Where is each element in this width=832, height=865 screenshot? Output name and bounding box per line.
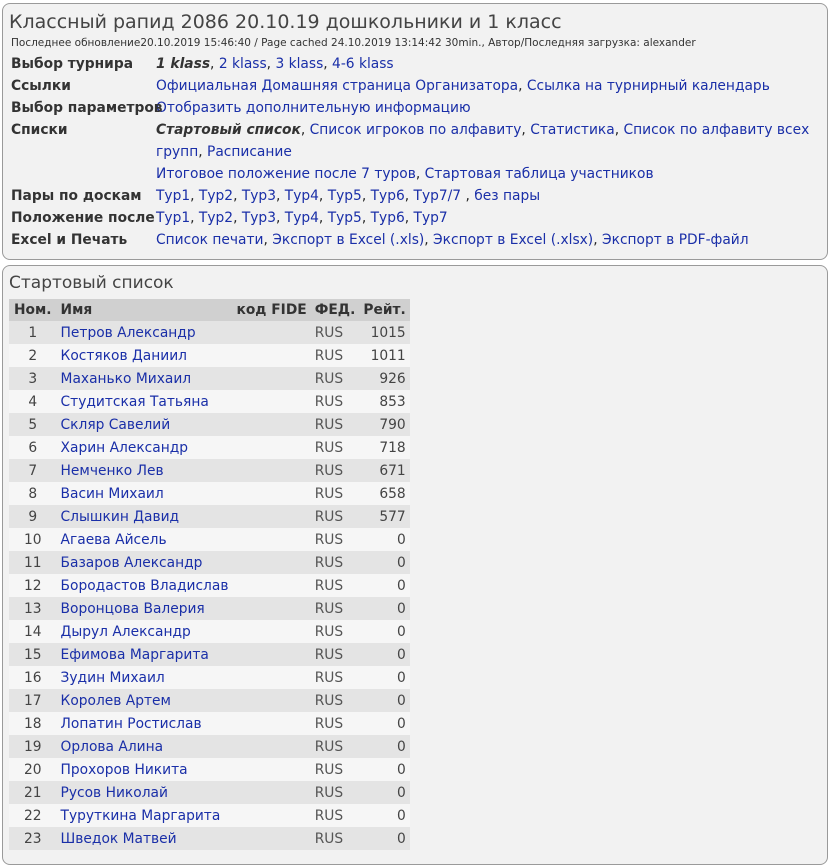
- tournament-link[interactable]: 3 klass: [275, 56, 324, 72]
- table-row: [9, 321, 410, 344]
- player-fide-id: [232, 390, 310, 413]
- update-info: Последнее обновление20.10.2019 15:46:40 / Page cached 24.10.2019 13:14:42 30min., Автор/Последняя загрузка: alexander: [11, 37, 696, 49]
- table-row: [9, 781, 410, 804]
- player-federation: RUS: [311, 505, 360, 528]
- nav-row-standings: [3, 207, 827, 229]
- player-number: 4: [9, 390, 57, 413]
- player-name-cell: [57, 666, 233, 689]
- player-name-link[interactable]: Дырул Александр: [60, 623, 191, 640]
- export-link[interactable]: Экспорт в Excel (.xlsx): [433, 232, 594, 248]
- player-name-cell: [57, 620, 233, 643]
- player-rating: 0: [359, 689, 409, 712]
- player-federation: RUS: [311, 643, 360, 666]
- list-link[interactable]: Итоговое положение после 7 туров: [156, 166, 416, 182]
- player-rating: 853: [359, 390, 409, 413]
- player-rating: 0: [359, 735, 409, 758]
- player-rating: 0: [359, 758, 409, 781]
- nav-values: Официальная Домашняя страница Организатора, Ссылка на турнирный календарь: [156, 78, 770, 94]
- player-federation: RUS: [311, 436, 360, 459]
- player-name-cell: [57, 505, 233, 528]
- player-number: 7: [9, 459, 57, 482]
- table-row: [9, 574, 410, 597]
- player-fide-id: [232, 459, 310, 482]
- bye-link[interactable]: без пары: [474, 188, 541, 204]
- player-rating: 0: [359, 643, 409, 666]
- nav-row-links: [3, 75, 827, 97]
- nav-label: Excel и Печать: [11, 232, 128, 248]
- player-federation: RUS: [311, 666, 360, 689]
- standings-round-link[interactable]: Тур5: [327, 210, 362, 226]
- player-rating: 790: [359, 413, 409, 436]
- player-fide-id: [232, 666, 310, 689]
- player-name-cell: [57, 712, 233, 735]
- col-header-name[interactable]: Имя: [57, 299, 233, 321]
- player-name-link[interactable]: Базаров Александр: [60, 554, 203, 571]
- player-name-cell: [57, 643, 233, 666]
- player-name-cell: [57, 735, 233, 758]
- player-name-cell: [57, 367, 233, 390]
- player-federation: RUS: [311, 781, 360, 804]
- external-link[interactable]: Официальная Домашняя страница Организатора: [156, 78, 519, 94]
- page-title: Классный рапид 2086 20.10.19 дошкольники и 1 класс: [9, 11, 562, 33]
- pairing-round-link[interactable]: Тур7/7: [413, 188, 462, 204]
- player-federation: RUS: [311, 827, 360, 850]
- tournament-info-panel: [2, 3, 828, 260]
- player-name-cell: [57, 459, 233, 482]
- player-federation: RUS: [311, 413, 360, 436]
- col-header-fed[interactable]: ФЕД.: [311, 299, 360, 321]
- player-name-cell: [57, 390, 233, 413]
- nav-label: Ссылки: [11, 78, 71, 94]
- player-name-link[interactable]: Бородастов Владислав: [60, 577, 229, 594]
- player-name-cell: [57, 344, 233, 367]
- player-rating: 0: [359, 551, 409, 574]
- col-header-number[interactable]: Ном.: [9, 299, 57, 321]
- player-number: 2: [9, 344, 57, 367]
- player-number: 17: [9, 689, 57, 712]
- player-federation: RUS: [311, 459, 360, 482]
- player-fide-id: [232, 827, 310, 850]
- player-federation: RUS: [311, 597, 360, 620]
- player-federation: RUS: [311, 620, 360, 643]
- col-header-fide[interactable]: код FIDE: [232, 299, 310, 321]
- player-federation: RUS: [311, 344, 360, 367]
- player-name-cell: [57, 436, 233, 459]
- player-number: 18: [9, 712, 57, 735]
- table-row: [9, 643, 410, 666]
- player-rating: 0: [359, 574, 409, 597]
- player-fide-id: [232, 735, 310, 758]
- player-rating: 577: [359, 505, 409, 528]
- player-fide-id: [232, 620, 310, 643]
- player-number: 1: [9, 321, 57, 344]
- player-name-link[interactable]: Агаева Айсель: [60, 531, 167, 548]
- player-fide-id: [232, 482, 310, 505]
- standings-round-link[interactable]: Тур7: [413, 210, 448, 226]
- player-name-link[interactable]: Зудин Михаил: [60, 669, 165, 686]
- player-rating: 0: [359, 666, 409, 689]
- player-name-cell: [57, 827, 233, 850]
- player-name-cell: [57, 551, 233, 574]
- player-number: 20: [9, 758, 57, 781]
- player-rating: 0: [359, 781, 409, 804]
- player-name-cell: [57, 321, 233, 344]
- external-link[interactable]: Ссылка на турнирный календарь: [526, 78, 770, 94]
- params-link[interactable]: Отобразить дополнительную информацию: [156, 100, 471, 116]
- player-fide-id: [232, 689, 310, 712]
- player-name-cell: [57, 804, 233, 827]
- player-fide-id: [232, 758, 310, 781]
- player-name-link[interactable]: Шведок Матвей: [60, 830, 177, 847]
- player-name-link[interactable]: Скляр Савелий: [60, 416, 171, 433]
- table-row: [9, 597, 410, 620]
- player-number: 9: [9, 505, 57, 528]
- player-name-link[interactable]: Ефимова Маргарита: [60, 646, 209, 663]
- nav-values: [156, 97, 827, 119]
- nav-values: Список печати, Экспорт в Excel (.xls), Экспорт в Excel (.xlsx), Экспорт в PDF-файл: [156, 232, 749, 248]
- player-number: 6: [9, 436, 57, 459]
- nav-values: Тур1, Тур2, Тур3, Тур4, Тур5, Тур6, Тур7/7 , без пары: [156, 188, 541, 204]
- nav-label: Выбор параметров: [11, 100, 163, 116]
- player-name-link[interactable]: Королев Артем: [60, 692, 171, 709]
- player-name-cell: [57, 781, 233, 804]
- player-name-link[interactable]: Студитская Татьяна: [60, 393, 209, 410]
- player-name-cell: [57, 758, 233, 781]
- nav-values: Итоговое положение после 7 туров, Стартовая таблица участников: [156, 166, 654, 182]
- player-number: 22: [9, 804, 57, 827]
- player-name-link[interactable]: Харин Александр: [60, 439, 189, 456]
- table-row: [9, 505, 410, 528]
- player-fide-id: [232, 413, 310, 436]
- player-federation: RUS: [311, 528, 360, 551]
- pairing-round-link[interactable]: Тур4: [284, 188, 319, 204]
- tournament-link[interactable]: 2 klass: [218, 56, 267, 72]
- player-fide-id: [232, 505, 310, 528]
- player-fide-id: [232, 321, 310, 344]
- player-number: 21: [9, 781, 57, 804]
- player-number: 8: [9, 482, 57, 505]
- player-federation: RUS: [311, 574, 360, 597]
- player-fide-id: [232, 574, 310, 597]
- player-number: 3: [9, 367, 57, 390]
- export-link[interactable]: Экспорт в Excel (.xls): [272, 232, 425, 248]
- player-federation: RUS: [311, 551, 360, 574]
- player-fide-id: [232, 367, 310, 390]
- current-list: Стартовый список: [156, 122, 301, 138]
- table-row: [9, 689, 410, 712]
- list-link[interactable]: Расписание: [207, 144, 292, 160]
- startlist-table: [9, 299, 410, 850]
- player-number: 23: [9, 827, 57, 850]
- player-number: 16: [9, 666, 57, 689]
- player-fide-id: [232, 781, 310, 804]
- player-federation: RUS: [311, 758, 360, 781]
- player-rating: 0: [359, 597, 409, 620]
- list-link[interactable]: Список игроков по алфавиту: [309, 122, 522, 138]
- export-link[interactable]: Список печати: [156, 232, 264, 248]
- player-fide-id: [232, 712, 310, 735]
- standings-round-link[interactable]: Тур1: [156, 210, 191, 226]
- player-number: 15: [9, 643, 57, 666]
- player-name-link[interactable]: Маханько Михаил: [60, 370, 192, 387]
- list-link[interactable]: Список по алфавиту всех групп: [156, 122, 810, 160]
- player-name-cell: [57, 528, 233, 551]
- player-number: 11: [9, 551, 57, 574]
- player-rating: 671: [359, 459, 409, 482]
- player-number: 14: [9, 620, 57, 643]
- export-link[interactable]: Экспорт в PDF-файл: [601, 232, 749, 248]
- player-name-link[interactable]: Петров Александр: [60, 324, 196, 341]
- player-federation: RUS: [311, 321, 360, 344]
- player-federation: RUS: [311, 367, 360, 390]
- player-rating: 0: [359, 528, 409, 551]
- table-row: [9, 459, 410, 482]
- player-rating: 0: [359, 620, 409, 643]
- current-tournament: 1 klass: [156, 56, 211, 72]
- nav-row-export: [3, 229, 827, 251]
- player-rating: 718: [359, 436, 409, 459]
- player-number: 10: [9, 528, 57, 551]
- player-fide-id: [232, 344, 310, 367]
- player-number: 5: [9, 413, 57, 436]
- player-federation: RUS: [311, 390, 360, 413]
- nav-rows: [3, 53, 827, 251]
- col-header-rating[interactable]: Рейт.: [359, 299, 409, 321]
- player-name-cell: [57, 689, 233, 712]
- player-name-link[interactable]: Васин Михаил: [60, 485, 164, 502]
- pairing-round-link[interactable]: Тур6: [370, 188, 405, 204]
- player-number: 19: [9, 735, 57, 758]
- table-row: [9, 735, 410, 758]
- player-fide-id: [232, 551, 310, 574]
- player-rating: 0: [359, 827, 409, 850]
- player-rating: 658: [359, 482, 409, 505]
- table-row: [9, 804, 410, 827]
- table-row: [9, 436, 410, 459]
- table-row: [9, 712, 410, 735]
- nav-row-pairs: [3, 185, 827, 207]
- player-rating: 1015: [359, 321, 409, 344]
- nav-values: Стартовый список, Список игроков по алфавиту, Статистика, Список по алфавиту всех групп, Расписание: [156, 122, 810, 160]
- player-number: 13: [9, 597, 57, 620]
- nav-row-lists: [3, 119, 827, 163]
- nav-row-tournament: [3, 53, 827, 75]
- startlist-panel: [2, 265, 828, 865]
- table-row: [9, 827, 410, 850]
- player-fide-id: [232, 436, 310, 459]
- player-name-link[interactable]: Туруткина Маргарита: [60, 807, 221, 824]
- player-name-link[interactable]: Прохоров Никита: [60, 761, 188, 778]
- table-row: [9, 666, 410, 689]
- player-name-link[interactable]: Слышкин Давид: [60, 508, 180, 525]
- standings-round-link[interactable]: Тур2: [198, 210, 234, 226]
- player-name-link[interactable]: Немченко Лев: [60, 462, 164, 479]
- standings-round-link[interactable]: Тур4: [284, 210, 319, 226]
- table-row: [9, 528, 410, 551]
- standings-round-link[interactable]: Тур3: [241, 210, 276, 226]
- nav-values: Тур1, Тур2, Тур3, Тур4, Тур5, Тур6, Тур7: [156, 210, 448, 226]
- player-federation: RUS: [311, 735, 360, 758]
- section-title: Стартовый список: [9, 273, 174, 293]
- player-number: 12: [9, 574, 57, 597]
- player-federation: RUS: [311, 482, 360, 505]
- nav-label: Пары по доскам: [11, 188, 142, 204]
- player-federation: RUS: [311, 712, 360, 735]
- player-name-cell: [57, 482, 233, 505]
- player-rating: 1011: [359, 344, 409, 367]
- list-link[interactable]: Стартовая таблица участников: [424, 166, 654, 182]
- player-name-cell: [57, 597, 233, 620]
- player-fide-id: [232, 528, 310, 551]
- player-fide-id: [232, 597, 310, 620]
- nav-label: Положение после: [11, 210, 155, 226]
- table-row: [9, 390, 410, 413]
- nav-label: Выбор турнира: [11, 56, 134, 72]
- table-header-row: [9, 299, 410, 321]
- table-row: [9, 482, 410, 505]
- nav-label: Списки: [11, 122, 68, 138]
- player-name-link[interactable]: Орлова Алина: [60, 738, 164, 755]
- table-row: [9, 344, 410, 367]
- pairing-round-link[interactable]: Тур1: [156, 188, 191, 204]
- nav-row-params: [3, 97, 827, 119]
- player-federation: RUS: [311, 689, 360, 712]
- player-name-link[interactable]: Воронцова Валерия: [60, 600, 205, 617]
- player-fide-id: [232, 643, 310, 666]
- nav-values: 1 klass, 2 klass, 3 klass, 4-6 klass: [156, 56, 394, 72]
- player-rating: 0: [359, 712, 409, 735]
- player-name-link[interactable]: Русов Николай: [60, 784, 168, 801]
- table-row: [9, 620, 410, 643]
- player-name-cell: [57, 413, 233, 436]
- table-body: [9, 321, 410, 850]
- tournament-link[interactable]: 4-6 klass: [332, 56, 394, 72]
- list-link[interactable]: Статистика: [530, 122, 615, 138]
- player-rating: 926: [359, 367, 409, 390]
- player-name-link[interactable]: Костяков Даниил: [60, 347, 188, 364]
- table-row: [9, 758, 410, 781]
- standings-round-link[interactable]: Тур6: [370, 210, 405, 226]
- nav-row-lists-2: [3, 163, 827, 185]
- pairing-round-link[interactable]: Тур3: [241, 188, 276, 204]
- player-name-cell: [57, 574, 233, 597]
- player-name-link[interactable]: Лопатин Ростислав: [60, 715, 202, 732]
- pairing-round-link[interactable]: Тур5: [327, 188, 362, 204]
- player-rating: 0: [359, 804, 409, 827]
- table-row: [9, 367, 410, 390]
- table-row: [9, 413, 410, 436]
- player-federation: RUS: [311, 804, 360, 827]
- pairing-round-link[interactable]: Тур2: [198, 188, 234, 204]
- player-fide-id: [232, 804, 310, 827]
- table-row: [9, 551, 410, 574]
